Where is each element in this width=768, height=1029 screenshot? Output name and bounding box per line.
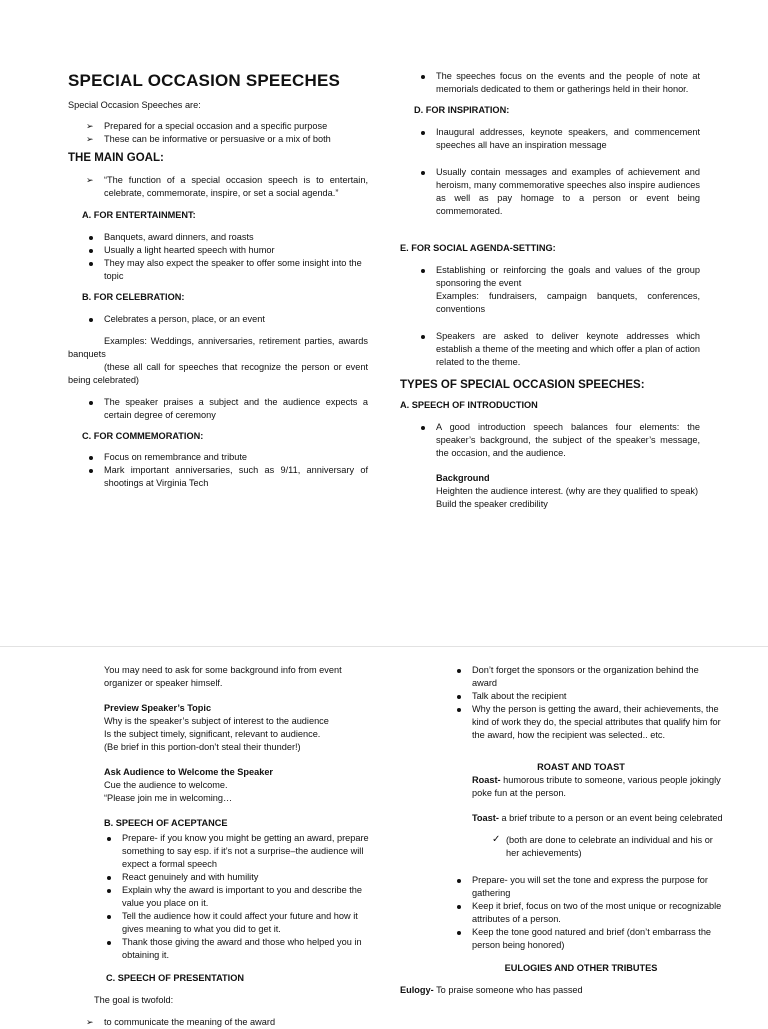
list-item: Talk about the recipient	[436, 690, 726, 703]
background-text: Heighten the audience interest. (why are they qualified to speak) Build the speaker credibility	[436, 486, 699, 509]
inspiration-heading: D. FOR INSPIRATION:	[414, 105, 510, 115]
celebration-note: (these all call for speeches that recognize the person or event being celebrated)	[68, 362, 368, 385]
list-item: Mark important anniversaries, such as 9/11, anniversary of shootings at Virginia Tech	[68, 464, 368, 490]
list-item: A good introduction speech balances four elements: the speaker’s background, the subject of the speaker’s message, the occasion, and the audience.	[400, 421, 700, 460]
list-item: Speakers are asked to deliver keynote addresses which establish a theme of the meeting and which offer a plan of action related to the theme.	[400, 330, 700, 369]
list-item	[400, 264, 700, 316]
list-item: Banquets, award dinners, and roasts	[68, 231, 368, 244]
list-item: Tell the audience how it could affect your future and how it gives meaning to what you did to get it.	[104, 910, 374, 936]
page-2-left-column	[94, 664, 374, 1029]
page-1-left-column	[68, 71, 368, 490]
list-item: Usually contain messages and examples of achievement and heroism, many commemorative speeches also inspire audiences as well as pay homage to a person or event being commemorated.	[400, 166, 700, 218]
commemoration-heading: C. FOR COMMEMORATION:	[82, 431, 204, 441]
page-2	[0, 646, 768, 1025]
presentation-tips-list	[436, 664, 726, 742]
celebration-list	[68, 313, 368, 326]
inspiration-list	[400, 126, 700, 218]
list-item: ➢ to communicate the meaning of the award	[68, 1016, 374, 1029]
presentation-heading: C. SPEECH OF PRESENTATION	[106, 973, 244, 983]
social-item-examples: Examples: fundraisers, campaign banquets, conferences, conventions	[436, 291, 700, 314]
celebration-examples: Examples: Weddings, anniversaries, retirement parties, awards banquets	[68, 336, 368, 359]
goal-list	[68, 1016, 374, 1029]
toast-label: Toast-	[472, 813, 499, 823]
entertainment-heading: A. FOR ENTERTAINMENT:	[82, 210, 196, 220]
preview-line: Is the subject timely, significant, relevant to audience.	[104, 729, 321, 739]
list-item: Why the person is getting the award, their achievements, the kind of work they do, the special attributes that qualify him for the award, how the recipient was selected.. etc.	[436, 703, 726, 742]
roast-tips-list	[436, 874, 726, 952]
intro-list	[68, 120, 368, 146]
toast-text: a brief tribute to a person or an event being celebrated	[498, 813, 723, 823]
list-item: The speeches focus on the events and the people of note at memorials dedicated to them or gatherings held in their honor.	[400, 70, 700, 96]
list-item: The speaker praises a subject and the audience expects a certain degree of ceremony	[68, 396, 368, 422]
list-item: Thank those giving the award and those who helped you in obtaining it.	[104, 936, 374, 962]
roast-toast-heading: ROAST AND TOAST	[537, 762, 625, 772]
types-heading: TYPES OF SPECIAL OCCASION SPEECHES:	[400, 379, 645, 391]
toast-definition	[436, 812, 726, 825]
entertainment-list	[68, 231, 368, 283]
background-block	[400, 472, 700, 511]
intro-text: Special Occasion Speeches are:	[68, 100, 201, 110]
list-item: ➢ Prepared for a special occasion and a specific purpose	[68, 120, 368, 133]
social-item-text: Establishing or reinforcing the goals and values of the group sponsoring the event	[436, 265, 700, 288]
list-item: React genuinely and with humility	[104, 871, 374, 884]
list-item: Don’t forget the sponsors or the organization behind the award	[436, 664, 726, 690]
introduction-list	[400, 421, 700, 460]
memorials-list	[400, 70, 700, 96]
preview-line: Why is the speaker’s subject of interest to the audience	[104, 716, 329, 726]
acceptance-heading: B. SPEECH OF ACEPTANCE	[104, 818, 228, 828]
ask-line: Cue the audience to welcome.	[104, 780, 228, 790]
main-goal-list	[68, 174, 368, 200]
eulogy-label: Eulogy-	[400, 985, 434, 995]
main-goal-heading: THE MAIN GOAL:	[68, 152, 164, 164]
celebration-heading: B. FOR CELEBRATION:	[82, 292, 185, 302]
list-item: Prepare- if you know you might be getting an award, prepare something to say esp. if it’s not a surprise–the audience will expect a formal speech	[104, 832, 374, 871]
list-item: ➢ These can be informative or persuasive or a mix of both	[68, 133, 368, 146]
ask-line: “Please join me in welcoming…	[104, 793, 233, 803]
background-more-text: You may need to ask for some background info from event organizer or speaker himself.	[104, 665, 342, 688]
social-agenda-heading: E. FOR SOCIAL AGENDA-SETTING:	[400, 243, 556, 253]
document-title: SPECIAL OCCASION SPEECHES	[68, 71, 341, 90]
eulogy-definition	[400, 984, 726, 997]
preview-label: Preview Speaker’s Topic	[104, 703, 212, 713]
background-label: Background	[436, 473, 490, 483]
list-item: Usually a light hearted speech with humor	[68, 244, 368, 257]
list-item: ✓ (both are done to celebrate an individual and his or her achievements)	[472, 834, 726, 860]
social-agenda-list	[400, 264, 700, 369]
list-item: Celebrates a person, place, or an event	[68, 313, 368, 326]
preview-line: (Be brief in this portion-don’t steal their thunder!)	[104, 742, 301, 752]
list-item: Focus on remembrance and tribute	[68, 451, 368, 464]
roast-toast-note-list	[436, 834, 726, 860]
page-1-right-column	[400, 70, 700, 511]
list-item: Keep it brief, focus on two of the most unique or recognizable attributes of a person.	[436, 900, 726, 926]
ask-label: Ask Audience to Welcome the Speaker	[104, 767, 274, 777]
eulogies-heading: EULOGIES AND OTHER TRIBUTES	[504, 963, 658, 973]
list-item: Explain why the award is important to you and describe the value you place on it.	[104, 884, 374, 910]
roast-text: humorous tribute to someone, various people jokingly poke fun at the person.	[472, 775, 721, 798]
roast-definition	[436, 774, 726, 800]
list-item: Prepare- you will set the tone and express the purpose for gathering	[436, 874, 726, 900]
introduction-heading: A. SPEECH OF INTRODUCTION	[400, 400, 538, 410]
goal-twofold-text: The goal is twofold:	[94, 995, 174, 1005]
acceptance-list	[104, 832, 374, 962]
celebration-list-2	[68, 396, 368, 422]
list-item: They may also expect the speaker to offer some insight into the topic	[68, 257, 368, 283]
commemoration-list	[68, 451, 368, 490]
list-item: Inaugural addresses, keynote speakers, and commencement speeches all have an inspiration message	[400, 126, 700, 152]
main-goal-quote: ➢ “The function of a special occasion speech is to entertain, celebrate, commemorate, inspire, or set a social agenda.”	[68, 174, 368, 200]
eulogy-text: To praise someone who has passed	[433, 985, 583, 995]
page-2-right-column	[400, 664, 726, 997]
roast-label: Roast-	[472, 775, 501, 785]
list-item: Keep the tone good natured and brief (don’t embarrass the person being honored)	[436, 926, 726, 952]
